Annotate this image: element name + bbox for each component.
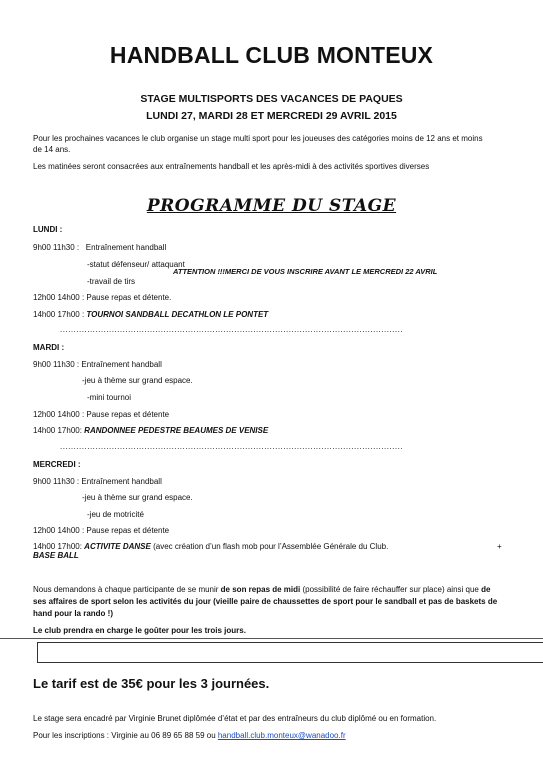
lundi-morning-activity: Entraînement handball bbox=[85, 243, 167, 252]
separator-dots-1: .............................................................................................................................. bbox=[60, 325, 404, 334]
day-lundi: LUNDI : bbox=[33, 225, 63, 234]
stage-dates: LUNDI 27, MARDI 28 ET MERCREDI 29 AVRIL 2015 bbox=[146, 110, 397, 122]
lundi-detail-1: -statut défenseur/ attaquant bbox=[87, 260, 185, 269]
request-line-3: hand pour la rando !) bbox=[33, 609, 113, 618]
lundi-morning-time: 9h00 11h30 : bbox=[33, 243, 80, 252]
request-text-d: de bbox=[481, 585, 491, 594]
price-statement: Le tarif est de 35€ pour les 3 journées. bbox=[33, 676, 270, 691]
intro-line-1: Pour les prochaines vacances le club organise un stage multi sport pour les joueuses des catégories moins de 12 ans et moins bbox=[33, 134, 483, 143]
mercredi-morning-activity: Entraînement handball bbox=[81, 477, 162, 486]
lundi-detail-2: -travail de tirs bbox=[87, 277, 136, 286]
footer-contact-text: Pour les inscriptions : Virginie au 06 89 65 88 59 ou bbox=[33, 731, 218, 740]
lundi-morning bbox=[33, 243, 166, 252]
stage-subtitle: STAGE MULTISPORTS DES VACANCES DE PAQUES bbox=[140, 93, 403, 105]
mercredi-afternoon-detail: (avec création d’un flash mob pour l’Assemblée Générale du Club. bbox=[153, 542, 389, 551]
plus-sign: + bbox=[497, 542, 502, 551]
gouter-note: Le club prendra en charge le goûter pour les trois jours. bbox=[33, 626, 246, 635]
request-text-b: de son repas de midi bbox=[220, 585, 301, 594]
footer-staff: Le stage sera encadré par Virginie Brunet diplômée d’état et par des entraîneurs du club diplômé ou en formation. bbox=[33, 714, 437, 723]
lundi-afternoon-time: 14h00 17h00 : bbox=[33, 310, 85, 319]
request-line-2: ses affaires de sport selon les activités du jour (vieille paire de chaussettes de sport pour le sandball et pas de baskets de bbox=[33, 597, 498, 606]
attention-notice: ATTENTION !!!MERCI DE VOUS INSCRIRE AVANT LE MERCREDI 22 AVRIL bbox=[173, 267, 438, 276]
footer-contact bbox=[33, 731, 346, 740]
mardi-afternoon-activity: RANDONNEE PEDESTRE BEAUMES DE VENISE bbox=[84, 426, 269, 435]
lundi-afternoon-activity: TOURNOI SANDBALL DECATHLON LE PONTET bbox=[86, 310, 269, 319]
mercredi-morning bbox=[33, 477, 162, 486]
mercredi-morning-time: 9h00 11h30 : bbox=[33, 477, 80, 486]
empty-box bbox=[37, 642, 543, 663]
mardi-morning-activity: Entraînement handball bbox=[81, 360, 162, 369]
mercredi-afternoon-activity: ACTIVITE DANSE bbox=[84, 542, 151, 551]
divider-line bbox=[0, 638, 543, 639]
mardi-lunch: 12h00 14h00 : Pause repas et détente bbox=[33, 410, 170, 419]
mercredi-afternoon-time: 14h00 17h00: bbox=[33, 542, 82, 551]
program-title: PROGRAMME DU STAGE bbox=[146, 196, 397, 216]
mardi-detail-1: -jeu à thème sur grand espace. bbox=[82, 376, 193, 385]
mardi-detail-2: -mini tournoi bbox=[87, 393, 132, 402]
intro-line-3: Les matinées seront consacrées aux entraînements handball et les après-midi à des activités sportives diverses bbox=[33, 162, 430, 171]
separator-dots-2: .............................................................................................................................. bbox=[60, 442, 404, 451]
lundi-lunch: 12h00 14h00 : Pause repas et détente. bbox=[33, 293, 172, 302]
mercredi-afternoon bbox=[33, 542, 388, 551]
mardi-morning-time: 9h00 11h30 : bbox=[33, 360, 80, 369]
request-text-c: (possibilité de faire réchauffer sur place) ainsi que bbox=[300, 585, 482, 594]
email-link[interactable]: handball.club.monteux@wanadoo.fr bbox=[217, 731, 346, 740]
intro-line-2: de 14 ans. bbox=[33, 145, 71, 154]
mercredi-afternoon-line2: BASE BALL bbox=[33, 551, 79, 560]
day-mercredi: MERCREDI : bbox=[33, 460, 81, 469]
lundi-afternoon bbox=[33, 310, 268, 319]
mercredi-lunch: 12h00 14h00 : Pause repas et détente bbox=[33, 526, 170, 535]
mercredi-detail-2: -jeu de motricité bbox=[87, 510, 144, 519]
day-mardi: MARDI : bbox=[33, 343, 65, 352]
mardi-morning bbox=[33, 360, 162, 369]
mardi-afternoon bbox=[33, 426, 268, 435]
mercredi-detail-1: -jeu à thème sur grand espace. bbox=[82, 493, 193, 502]
document-title: HANDBALL CLUB MONTEUX bbox=[109, 42, 434, 68]
request-line-1 bbox=[33, 585, 490, 594]
request-text-a: Nous demandons à chaque participante de se munir bbox=[33, 585, 221, 594]
mardi-afternoon-time: 14h00 17h00: bbox=[33, 426, 82, 435]
